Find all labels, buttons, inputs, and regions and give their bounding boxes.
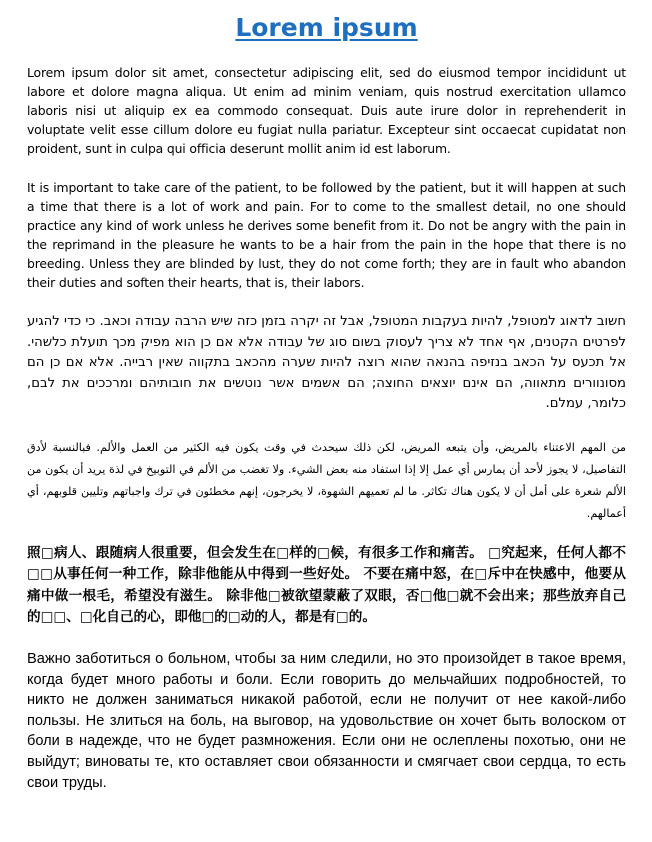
paragraph-english: It is important to take care of the patient, to be followed by the patient, but it will happen at such a time that there is a lot of work and pain. For to come to the smallest detail, no one should practice any kind of work unless he derives some benefit from it. Do not be angry with the pain in the reprimand in the pleasure he wants to be a hair from the pain in the hope that there is no breeding. Unless they are blinded by lust, they do not come forth; they are in fault who abandon their duties and soften their hearts, that is, their labors. bbox=[27, 180, 626, 290]
page-title: Lorem ipsum bbox=[235, 13, 418, 42]
paragraph-hebrew: חשוב לדאוג למטופל, להיות בעקבות המטופל, אבל זה יקרה בזמן כזה שיש הרבה עבודה וכאב. כי כדי להגיע לפרטים הקטנים, אף אחד לא צריך לעסוק בשום סוג של עבודה אלא אם כן הוא מפיק מכך תועלת כלשהי. אל תכעס על הכאב בנזיפה בהנאה שהוא רוצה להיות שערה מהכאב בתקווה שאין רבייה. אלא אם כן הם מסונוורים מתאווה, הם אינם יוצאים החוצה; הם אשמים אשר נוטשים את חובותיהם ומרככים את לבם, כלומר, עמלם. bbox=[27, 314, 626, 412]
paragraph-arabic: من المهم الاعتناء بالمريض، وأن يتبعه المريض، لكن ذلك سيحدث في وقت يكون فيه الكثير من العمل والألم. فبالنسبة لأدق التفاصيل، لا يجوز لأحد أن يمارس أي عمل إلا إذا استفاد منه بعض الشيء. ولا تغضب من الألم في التوبيخ في لذة يريد أن يكون من الألم شعرة على أمل أن لا يكون هناك تكاثر. ما لم تعميهم الشهوة، لا يخرجون، إنهم مخطئون في ترك واجباتهم وتليين قلوبهم، أي أعمالهم. bbox=[27, 440, 626, 520]
paragraph-russian: Важно заботиться о больном, чтобы за ним следили, но это произойдет в такое время, когда будет много работы и боли. Если говорить до мельчайших подробностей, то никто не должен заниматься никакой работой, если не получит от нее какой-либо пользы. Не злиться на боль, на выговор, на удовольствие он хочет быть волоском от боли в надежде, что не будет размножения. Если они не ослеплены похотью, они не выйдут; виноваты те, кто оставляет свои обязанности и смягчает свои сердца, то есть свои труды. bbox=[27, 650, 626, 791]
paragraph-latin: Lorem ipsum dolor sit amet, consectetur adipiscing elit, sed do eiusmod tempor incididunt ut labore et dolore magna aliqua. Ut enim ad minim veniam, quis nostrud exercitation ullamco laboris nisi ut aliquip ex ea commodo consequat. Duis aute irure dolor in reprehenderit in voluptate velit esse cillum dolore eu fugiat nulla pariatur. Excepteur sint occaecat cupidatat non proident, sunt in culpa qui officia deserunt mollit anim id est laborum. bbox=[27, 65, 626, 156]
paragraph-chinese: 照□病人、跟随病人很重要，但会发生在□样的□候，有很多工作和痛苦。 □究起来，任何人都不□□从事任何一种工作，除非他能从中得到一些好处。 不要在痛中怒，在□斥中在快感中，他要从痛中做一根毛，希望没有滋生。 除非他□被欲望蒙蔽了双眼，否□他□就不会出来；那些放弃自己的□□、□化自己的心，即他□的□动的人，都是有□的。 bbox=[27, 544, 626, 626]
document-page bbox=[27, 8, 626, 793]
